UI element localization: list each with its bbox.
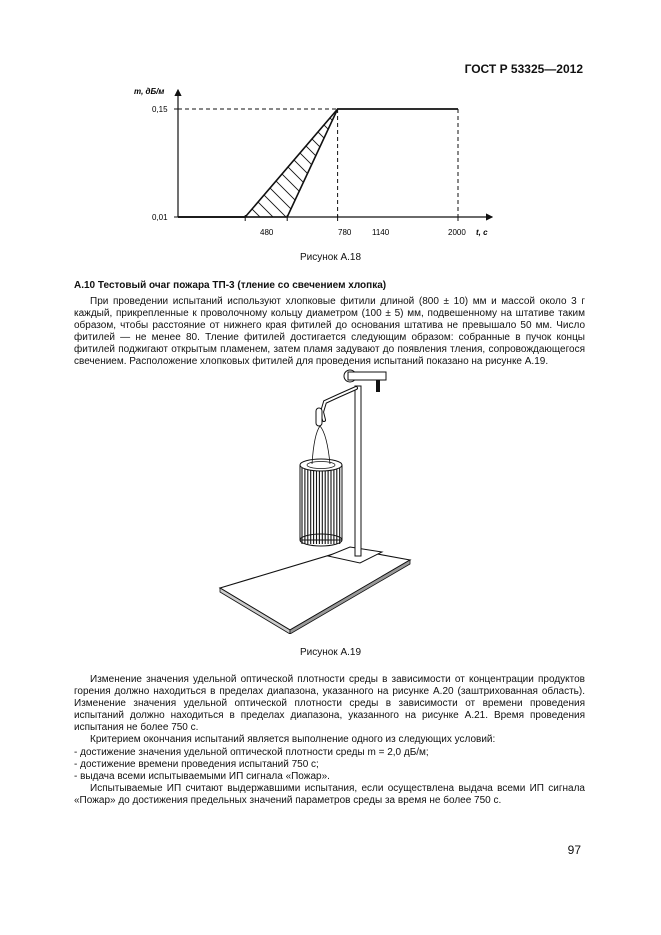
hatch-line (476, 82, 500, 242)
hatch-line (346, 82, 500, 242)
x-tick-label: 780 (338, 228, 352, 237)
hatch-line (489, 82, 500, 242)
hatch-line (307, 82, 467, 242)
cotton-wicks (300, 465, 342, 544)
hatch-line (437, 82, 500, 242)
wick-bundle-body (300, 465, 342, 540)
list-item: - достижение времени проведения испытаний 750 с; (74, 758, 319, 770)
x-tick-label: 480 (260, 228, 274, 237)
y-tick-label: 0,01 (152, 213, 168, 222)
hatch-line (130, 82, 220, 242)
section-title: А.10 Тестовый очаг пожара ТП-3 (тление со свечением хлопка) (74, 280, 387, 291)
hatch-line (255, 82, 415, 242)
hatch-line (372, 82, 500, 242)
hatch-line (398, 82, 500, 242)
document-header: ГОСТ Р 53325—2012 (464, 62, 583, 76)
hatch-line (130, 82, 246, 242)
hatch-line (130, 82, 259, 242)
hatched-region (130, 82, 500, 242)
hatch-line (281, 82, 441, 242)
y-axis-label: m, дБ/м (134, 87, 165, 96)
hatch-line (385, 82, 500, 242)
paragraph-2: Изменение значения удельной оптической плотности среды в зависимости от концентрации продуктов горения должно находиться в пределах диапазона, указанного на рисунке А.20 (заштрихованная область). Изменение значения удельной оптической плотности среды в зависимости от времени проведения испытаний должно находиться в пределах диапазона, указанного на рисунке А.21. Время проведения испытания не более 750 с. Критерием окончания испытаний является выполнение одного из следующих условий: - достижение значения удельной оптической плотности среды m = 2,0 дБ/м; - достижение времени проведения испытаний 750 с; - выдача всеми испытываемыми ИП сигнала «Пожар». Испытываемые ИП считают выдержавшими испытания, если осуществлена выдача всеми ИП сигнала «Пожар» до достижения предельных значений параметров среды за время не более 750 с. (74, 674, 585, 806)
page-number: 97 (567, 843, 581, 857)
paragraph-3: Критерием окончания испытаний является выполнение одного из следующих условий: (90, 734, 496, 746)
upper-boundary-line (178, 109, 458, 217)
figure-caption-a18: Рисунок А.18 (299, 252, 362, 263)
paragraph-4: Испытываемые ИП считают выдержавшими испытания, если осуществлена выдача всеми ИП сигнала «Пожар» до достижения предельных значений параметров среды за время не более 750 с. (74, 782, 585, 806)
hatch-line (216, 82, 376, 242)
hatch-line (320, 82, 480, 242)
y-tick-label: 0,15 (152, 105, 168, 114)
hatch-line (411, 82, 500, 242)
chart-figure-a18 (130, 82, 500, 242)
lower-boundary-line (178, 109, 458, 217)
figure-a19-illustration (210, 364, 420, 634)
list-item: - достижение значения удельной оптической плотности среды m = 2,0 дБ/м; (74, 746, 429, 758)
figure-caption-a19: Рисунок А.19 (299, 647, 362, 658)
hatch-line (242, 82, 402, 242)
x-tick-label: 1140 (372, 228, 390, 237)
paragraph-1: При проведении испытаний используют хлопковые фитили длиной (800 ± 10) мм и массой около 3 г каждый, прикрепленные к проволочному кольцу диаметром (100 ± 5) мм, подвешенному на штативе таким образом, чтобы расстояние от нижнего края фитилей до основания штатива не превышало 50 мм. Число фитилей — не менее 80. Тление фитилей достигается следующим образом: собранные в пучок концы фитилей поджигают открытым пламенем, затем пламя задувают до появления тления, сопровождающегося свечением. Расположение хлопковых фитилей для проведения испытаний показано на рисунке А.19. (74, 296, 585, 368)
hatch-line (463, 82, 500, 242)
x-axis-label: t, с (476, 228, 488, 237)
hatch-line (424, 82, 500, 242)
hatch-line (359, 82, 500, 242)
x-tick-label: 2000 (448, 228, 466, 237)
hatch-line (164, 82, 324, 242)
hatch-line (130, 82, 233, 242)
hatch-line (294, 82, 454, 242)
hatch-line (190, 82, 350, 242)
hatch-line (130, 82, 207, 242)
hatch-line (229, 82, 389, 242)
hatch-line (333, 82, 493, 242)
list-item: - выдача всеми испытываемыми ИП сигнала «Пожар». (74, 770, 330, 782)
hatch-line (203, 82, 363, 242)
hatch-line (130, 82, 142, 242)
